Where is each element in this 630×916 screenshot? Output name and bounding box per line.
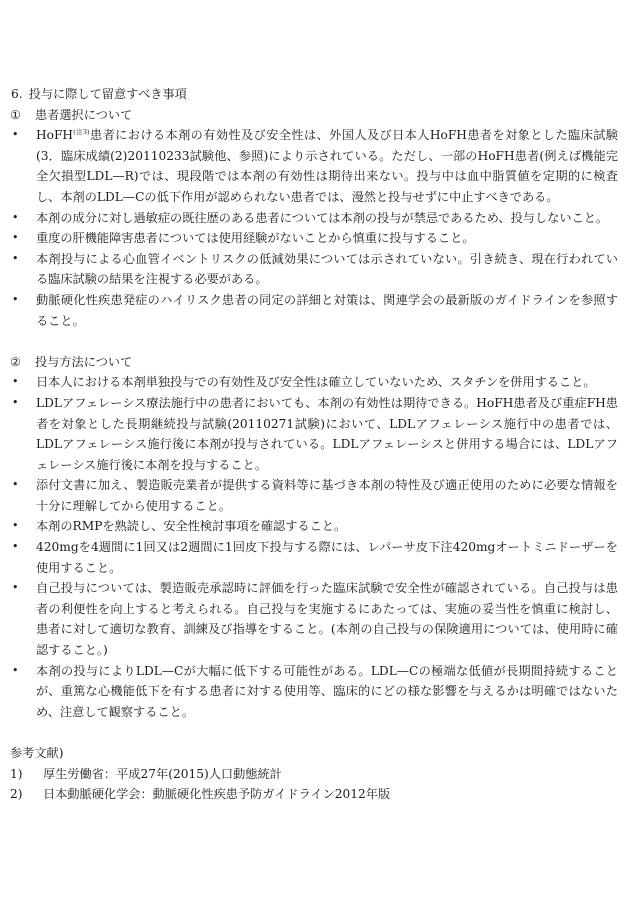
- bullet-list: [10, 372, 618, 722]
- section-number: 6.: [11, 87, 23, 101]
- subsection-heading: [10, 105, 618, 126]
- subsection-title: 患者選択について: [35, 107, 133, 122]
- list-item: [10, 516, 618, 537]
- list-item-text: 本剤の成分に対し過敏症の既往歴のある患者については本剤の投与が禁忌であるため、投与しないこと。: [36, 210, 609, 225]
- bullet-icon: •: [12, 478, 19, 492]
- list-item-text: 自己投与については、製造販売承認時に評価を行った臨床試験で安全性が確認されている。自己投与は患者の利便性を向上すると考えられる。自己投与を実施するにあたっては、実施の妥当性を慎重に検討し、患者に対して適切な教育、訓練及び指導をすること。(本剤の自己投与の保険適用については、使用時に確認すること。): [36, 581, 618, 658]
- list-item: [10, 372, 618, 393]
- spacer: [10, 722, 618, 743]
- bullet-icon: •: [12, 395, 19, 409]
- list-item-text: 動脈硬化性疾患発症のハイリスク患者の同定の詳細と対策は、関連学会の最新版のガイドラインを参照すること。: [36, 292, 618, 328]
- bullet-icon: •: [12, 210, 19, 224]
- list-item: [10, 475, 618, 516]
- bullet-icon: •: [12, 540, 19, 554]
- reference-text: 日本動脈硬化学会：動脈硬化性疾患予防ガイドライン2012年版: [43, 787, 391, 802]
- section-heading: [10, 84, 618, 105]
- document-content: [10, 84, 618, 805]
- subsection-patient-selection: [10, 105, 618, 332]
- list-item-text: 本剤投与による心血管イベントリスクの低減効果については示されていない。引き続き、現在行われている臨床試験の結果を注視する必要がある。: [36, 251, 618, 287]
- references-section: [10, 743, 618, 805]
- list-item: [10, 578, 618, 660]
- section-title: 投与に際して留意すべき事項: [28, 87, 187, 101]
- footnote-marker: (注3): [73, 128, 90, 137]
- references-title: 参考文献): [10, 746, 64, 760]
- subsection-number: ①: [10, 107, 21, 122]
- bullet-icon: •: [12, 663, 19, 677]
- list-item-text: 添付文書に加え、製造販売業者が提供する資料等に基づき本剤の特性及び適正使用のために必要な情報を十分に理解してから使用すること。: [36, 478, 618, 513]
- list-item: [10, 228, 618, 249]
- spacer: [10, 331, 618, 352]
- list-item: [10, 249, 618, 290]
- reference-number: 2): [10, 787, 23, 802]
- list-item: [10, 537, 618, 578]
- list-item: [10, 393, 618, 475]
- subsection-number: ②: [10, 354, 21, 369]
- reference-text: 厚生労働省：平成27年(2015)人口動態統計: [43, 766, 282, 781]
- list-item-prefix: HoFH: [36, 128, 74, 143]
- reference-number: 1): [10, 766, 23, 781]
- references-list: [10, 764, 618, 805]
- list-item-text: LDLアフェレーシス療法施行中の患者においても、本剤の有効性は期待できる。HoFH患者及び重症FH患者を対象とした長期継続投与試験(20110271試験)において、LDLアフェレーシス施行中の患者では、LDLアフェレーシス施行後に本剤が投与されている。LDLアフェレーシスと併用する場合には、LDLアフェレーシス施行後に本剤を投与すること。: [36, 395, 618, 472]
- bullet-icon: •: [12, 251, 19, 265]
- bullet-icon: •: [12, 581, 19, 595]
- bullet-icon: •: [12, 519, 19, 533]
- subsection-title: 投与方法について: [35, 354, 133, 369]
- bullet-icon: •: [12, 128, 19, 142]
- bullet-icon: •: [12, 292, 19, 306]
- subsection-heading: [10, 352, 618, 373]
- list-item: [10, 661, 618, 723]
- bullet-icon: •: [12, 375, 19, 389]
- list-item: [10, 290, 618, 331]
- bullet-icon: •: [12, 231, 19, 245]
- reference-item: [10, 784, 618, 805]
- reference-item: [10, 764, 618, 785]
- list-item-text: 本剤の投与によりLDL—Cが大幅に低下する可能性がある。LDL—Cの極端な低値が長期間持続することが、重篤な心機能低下を有する患者に対する使用等、臨床的にどの様な影響を与えるかは明確ではないため、注意して観察すること。: [36, 663, 618, 719]
- bullet-list: [10, 125, 618, 331]
- list-item: [10, 125, 618, 207]
- list-item-text: 日本人における本剤単独投与での有効性及び安全性は確立していないため、スタチンを併用すること。: [36, 375, 596, 390]
- list-item-text: 本剤のRMPを熟読し、安全性検討事項を確認すること。: [36, 519, 347, 534]
- list-item-text: 420mgを4週間に1回又は2週間に1回皮下投与する際には、レパーサ皮下注420mgオートミニドーザーを使用すること。: [36, 540, 618, 575]
- list-item: [10, 208, 618, 229]
- list-item-text: 重度の肝機能障害患者については使用経験がないことから慎重に投与すること。: [36, 231, 475, 246]
- subsection-administration-method: [10, 352, 618, 723]
- list-item-text: 患者における本剤の有効性及び安全性は、外国人及び日本人HoFH患者を対象とした臨床試験(3．臨床成績(2)20110233試験他、参照)により示されている。ただし、一部のHoFH患者(例えば機能完全欠損型LDL—R)では、現段階では本剤の有効性は期待出来ない。投与中は血中脂質値を定期的に検査し、本剤のLDL—Cの低下作用が認められない患者では、漫然と投与せずに中止すべきである。: [36, 128, 618, 204]
